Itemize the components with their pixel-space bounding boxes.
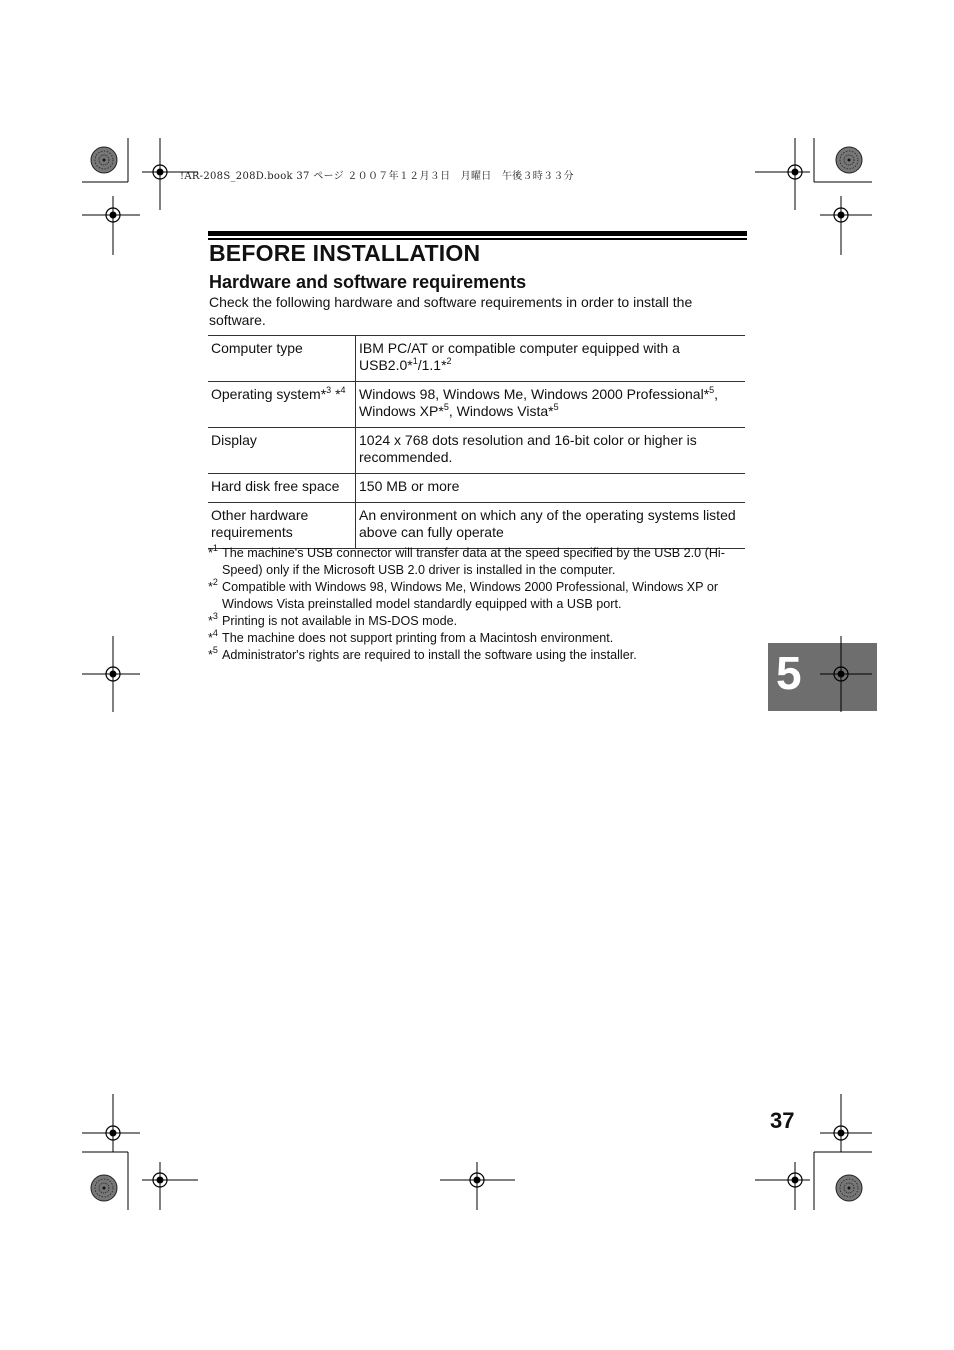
footnote: *$^1$ The machine's USB connector will transfer data at the speed specified by the USB 2.0 (Hi-Speed) only if the Microsoft USB 2.0 driver is installed in the computer. xyxy=(208,543,725,577)
requirement-value: 150 MB or more xyxy=(356,474,746,503)
chapter-number: 5 xyxy=(776,647,802,699)
intro-paragraph: Check the following hardware and software requirements in order to install the software. xyxy=(209,294,693,328)
requirement-value: 1024 x 768 dots resolution and 16-bit color or higher is recommended. xyxy=(356,428,746,474)
requirement-value: Windows 98, Windows Me, Windows 2000 Professional*$^5$, Windows XP*$^5$, Windows Vista*$^5$ xyxy=(356,382,746,428)
requirement-label: Display xyxy=(208,428,356,474)
requirement-value: IBM PC/AT or compatible computer equipped with a USB2.0*$^1$/1.1*$^2$ xyxy=(356,336,746,382)
footnote: *$^5$ Administrator's rights are required to install the software using the installer. xyxy=(208,645,637,662)
subsection-title: Hardware and software requirements xyxy=(209,272,527,292)
requirement-label: Other hardware requirements xyxy=(208,503,356,549)
requirement-label: Computer type xyxy=(208,336,356,382)
footnote: *$^2$ Compatible with Windows 98, Windows Me, Windows 2000 Professional, Windows XP or Windows Vista preinstalled model standardly equipped with a USB port. xyxy=(208,577,719,611)
requirement-label: Operating system*$^3$ *$^4$ xyxy=(208,382,356,428)
section-title: BEFORE INSTALLATION xyxy=(209,240,481,266)
requirement-value: An environment on which any of the operating systems listed above can fully operate xyxy=(356,503,746,549)
page-number: 37 xyxy=(770,1108,795,1133)
footnote: *$^3$ Printing is not available in MS-DOS mode. xyxy=(208,611,458,628)
requirement-label: Hard disk free space xyxy=(208,474,356,503)
footnote: *$^4$ The machine does not support printing from a Macintosh environment. xyxy=(208,628,614,645)
print-header: !AR-208S_208D.book 37 ページ ２００７年１２月３日 月曜日 午後３時３３分 xyxy=(180,171,574,182)
